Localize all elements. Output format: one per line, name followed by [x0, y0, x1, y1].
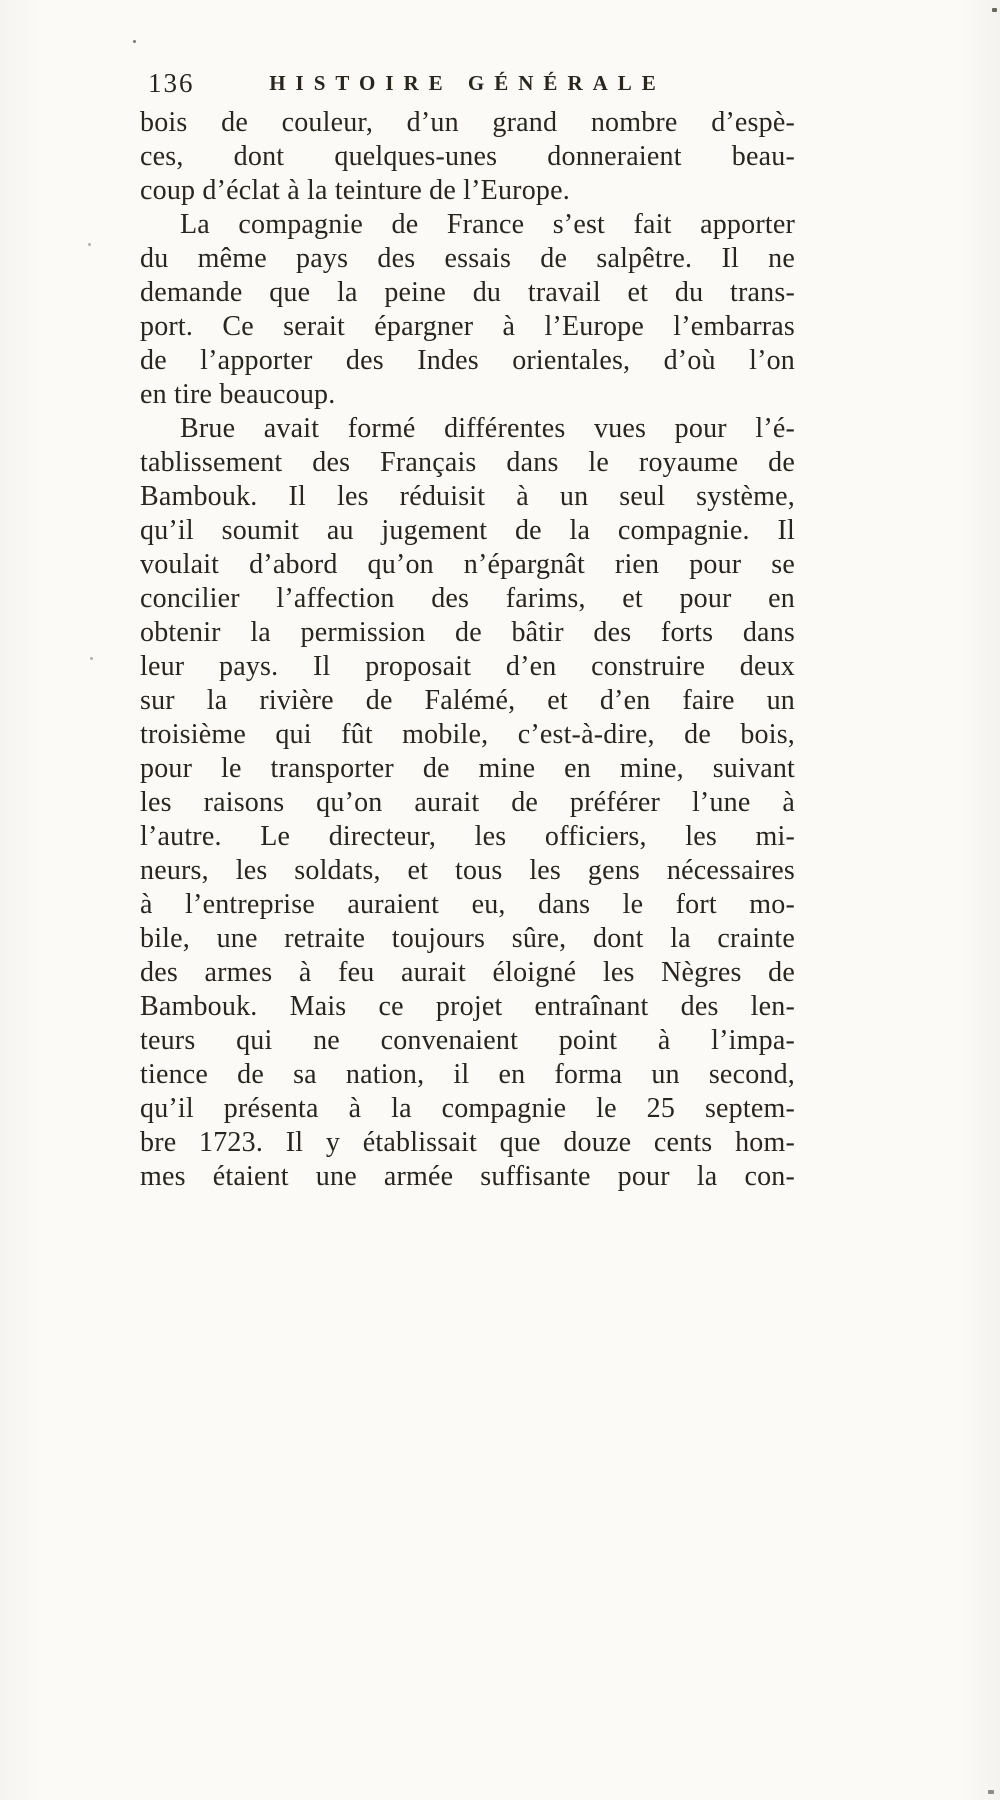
paragraph: [140, 106, 795, 208]
ink-speck: [133, 40, 136, 43]
text-line: l’autre. Le directeur, les officiers, les mi-: [140, 821, 795, 852]
text-line: en tire beaucoup.: [140, 379, 336, 410]
text-line: bre 1723. Il y établissait que douze cents hom-: [140, 1127, 795, 1158]
ink-speck: [88, 243, 91, 246]
text-line: des armes à feu aurait éloigné les Nègres de: [140, 957, 795, 988]
ink-speck: [988, 1790, 994, 1794]
text-line: qu’il présenta à la compagnie le 25 septem-: [140, 1093, 795, 1124]
page-header: [140, 66, 795, 106]
text-line: concilier l’affection des farims, et pour en: [140, 583, 795, 614]
text-block: [140, 106, 795, 1194]
text-line: voulait d’abord qu’on n’épargnât rien pour se: [140, 549, 795, 580]
running-head-title: HISTOIRE GÉNÉRALE: [269, 71, 666, 95]
text-line: à l’entreprise auraient eu, dans le fort mo-: [140, 889, 795, 920]
text-line: de l’apporter des Indes orientales, d’où l’on: [140, 345, 795, 376]
text-line: neurs, les soldats, et tous les gens nécessaires: [140, 855, 795, 886]
text-line: bois de couleur, d’un grand nombre d’espè-: [140, 107, 795, 138]
text-line: teurs qui ne convenaient point à l’impa-: [140, 1025, 795, 1056]
text-line: du même pays des essais de salpêtre. Il ne: [140, 243, 795, 274]
text-line: pour le transporter de mine en mine, suivant: [140, 753, 795, 784]
page-number: 136: [148, 68, 195, 98]
text-line: Brue avait formé différentes vues pour l’é-: [180, 413, 795, 444]
paragraph: [140, 412, 795, 1194]
text-line: mes étaient une armée suffisante pour la con-: [140, 1161, 795, 1192]
text-line: Bambouk. Il les réduisit à un seul système,: [140, 481, 795, 512]
ink-speck: [90, 657, 93, 660]
text-line: ces, dont quelques-unes donneraient beau-: [140, 141, 795, 172]
text-line: demande que la peine du travail et du trans-: [140, 277, 795, 308]
text-line: leur pays. Il proposait d’en construire deux: [140, 651, 795, 682]
text-line: tience de sa nation, il en forma un second,: [140, 1059, 795, 1090]
text-line: troisième qui fût mobile, c’est-à-dire, de bois,: [140, 719, 795, 750]
text-line: sur la rivière de Falémé, et d’en faire un: [140, 685, 795, 716]
text-line: les raisons qu’on aurait de préférer l’une à: [140, 787, 795, 818]
ink-speck: [992, 8, 997, 12]
text-line: port. Ce serait épargner à l’Europe l’embarras: [140, 311, 795, 342]
text-line: obtenir la permission de bâtir des forts dans: [140, 617, 795, 648]
paragraph: [140, 208, 795, 412]
text-line: qu’il soumit au jugement de la compagnie. Il: [140, 515, 795, 546]
text-line: bile, une retraite toujours sûre, dont la crainte: [140, 923, 795, 954]
text-line: Bambouk. Mais ce projet entraînant des len-: [140, 991, 795, 1022]
text-line: tablissement des Français dans le royaume de: [140, 447, 795, 478]
text-line: La compagnie de France s’est fait apporter: [180, 209, 795, 240]
text-line: coup d’éclat à la teinture de l’Europe.: [140, 175, 570, 206]
